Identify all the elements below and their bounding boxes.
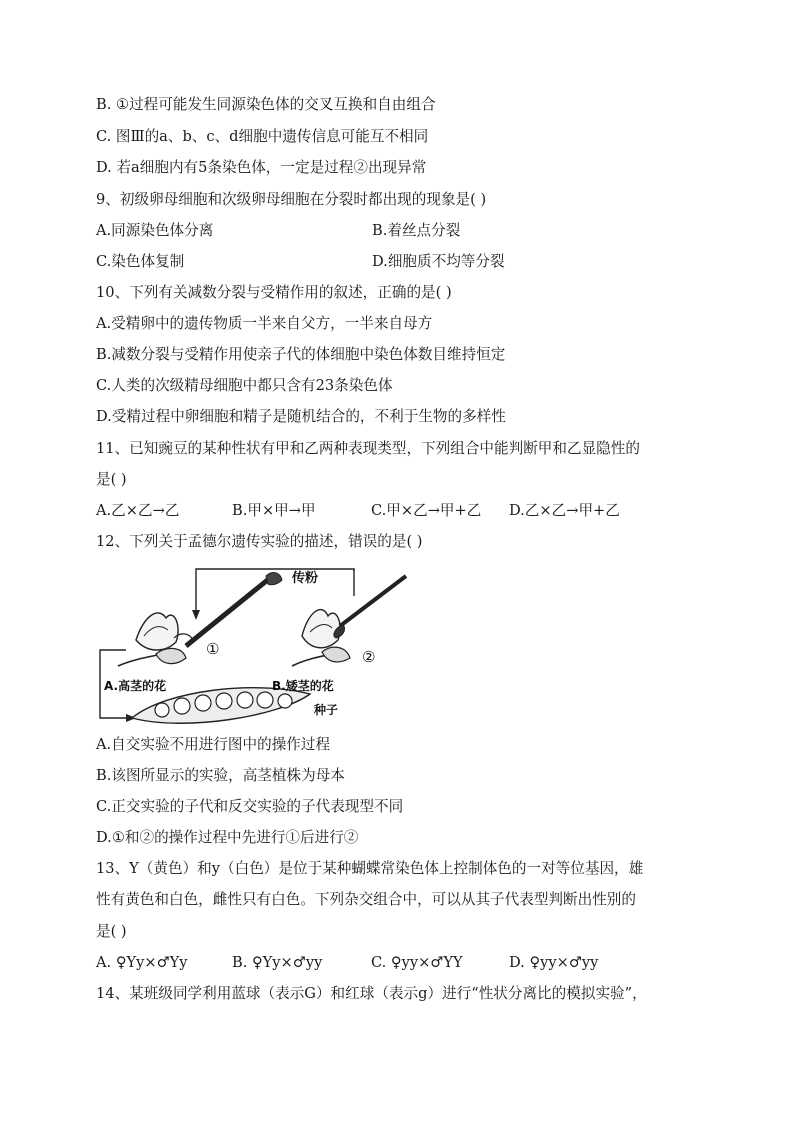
- q14-stem: 14、某班级同学利用蓝球（表示G）和红球（表示g）进行“性状分离比的模拟实验”，: [96, 985, 647, 1002]
- q12-option-b: B.该图所显示的实验，高茎植株为母本: [96, 767, 345, 784]
- q13-option-b: B. ♀Yy×♂yy: [232, 954, 323, 971]
- q9-option-c: C.染色体复制: [96, 253, 185, 270]
- marker-2: ②: [362, 648, 376, 666]
- q9-stem: 9、初级卵母细胞和次级卵母细胞在分裂时都出现的现象是( ): [96, 191, 487, 208]
- label-pollinate: 传粉: [292, 571, 319, 586]
- seed-pod-drawing: [132, 688, 310, 724]
- label-short-stem-flower: B.矮茎的花: [272, 679, 334, 693]
- marker-1: ①: [206, 640, 220, 658]
- q11-option-a: A.乙×乙→乙: [96, 502, 180, 519]
- q13-stem-line3: 是( ): [96, 923, 127, 940]
- q8-option-b: B. ①过程可能发生同源染色体的交叉互换和自由组合: [96, 96, 436, 113]
- q9-option-b: B.着丝点分裂: [372, 222, 461, 239]
- q13-option-d: D. ♀yy×♂yy: [509, 954, 599, 971]
- q13-stem-line2: 性有黄色和白色，雌性只有白色。下列杂交组合中，可以从其子代表型判断出性别的: [96, 891, 636, 908]
- brush-icon: [334, 576, 406, 638]
- pollination-figure: [96, 566, 416, 726]
- q8-option-d: D. 若a细胞内有5条染色体，一定是过程②出现异常: [96, 159, 427, 176]
- q9-option-a: A.同源染色体分离: [96, 222, 214, 239]
- pollination-illustration: [96, 566, 416, 726]
- tall-stem-flower-drawing: [118, 613, 194, 666]
- q12-stem: 12、下列关于孟德尔遗传实验的描述，错误的是( ): [96, 533, 423, 550]
- q8-option-c: C. 图Ⅲ的a、b、c、d细胞中遗传信息可能互不相同: [96, 128, 429, 145]
- q10-option-d: D.受精过程中卵细胞和精子是随机结合的，不利于生物的多样性: [96, 408, 506, 425]
- label-tall-stem-flower: A.高茎的花: [104, 679, 167, 693]
- q13-option-a: A. ♀Yy×♂Yy: [96, 954, 188, 971]
- q11-option-b: B.甲×甲→甲: [232, 502, 316, 519]
- q13-option-c: C. ♀yy×♂YY: [371, 954, 463, 971]
- q11-option-d: D.乙×乙→甲+乙: [509, 502, 620, 519]
- q11-stem-line2: 是( ): [96, 471, 127, 488]
- q11-stem-line1: 11、已知豌豆的某种性状有甲和乙两种表现类型，下列组合中能判断甲和乙显隐性的: [96, 440, 640, 457]
- short-stem-flower-drawing: [292, 610, 350, 666]
- q10-stem: 10、下列有关减数分裂与受精作用的叙述，正确的是( ): [96, 284, 452, 301]
- q12-option-a: A.自交实验不用进行图中的操作过程: [96, 736, 331, 753]
- q13-stem-line1: 13、Y（黄色）和y（白色）是位于某种蝴蝶常染色体上控制体色的一对等位基因，雄: [96, 860, 644, 877]
- label-seed: 种子: [314, 703, 339, 717]
- q12-option-d: D.①和②的操作过程中先进行①后进行②: [96, 829, 359, 846]
- q10-option-c: C.人类的次级精母细胞中都只含有23条染色体: [96, 377, 393, 394]
- q12-option-c: C.正交实验的子代和反交实验的子代表现型不同: [96, 798, 404, 815]
- tweezers-icon: [186, 573, 282, 650]
- q11-option-c: C.甲×乙→甲+乙: [371, 502, 482, 519]
- q10-option-b: B.减数分裂与受精作用使亲子代的体细胞中染色体数目维持恒定: [96, 346, 506, 363]
- q10-option-a: A.受精卵中的遗传物质一半来自父方，一半来自母方: [96, 315, 433, 332]
- q9-option-d: D.细胞质不均等分裂: [372, 253, 505, 270]
